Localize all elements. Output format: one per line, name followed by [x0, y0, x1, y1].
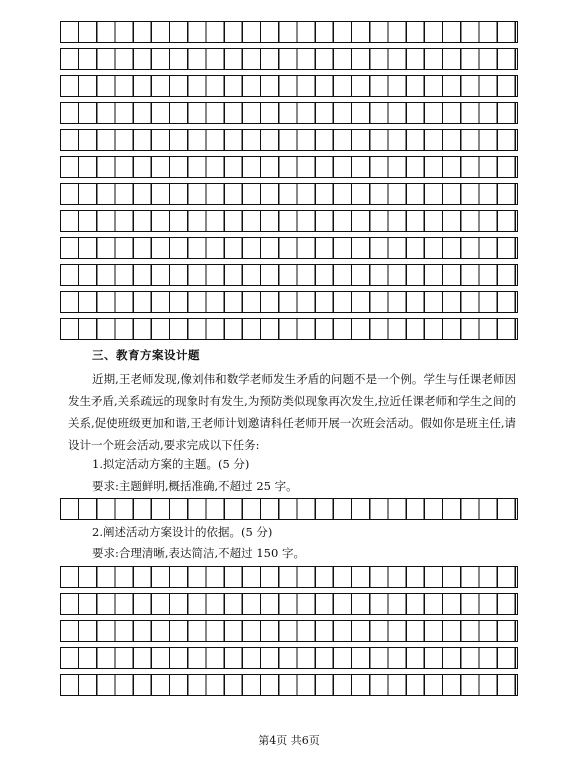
- task1-title: 1.拟定活动方案的主题。(5 分): [92, 457, 250, 471]
- task2-requirement: 要求:合理清晰,表达简洁,不超过 150 字。: [92, 546, 305, 560]
- grid-row[interactable]: [60, 318, 518, 340]
- grid-row[interactable]: [60, 21, 518, 43]
- grid-row[interactable]: [60, 102, 518, 124]
- question-intro: 近期,王老师发现,像刘伟和数学老师发生矛盾的问题不是一个例。学生与任课老师因发生矛盾,关系疏远的现象时有发生,为预防类似现象再次发生,拉近任课老师和学生之间的关系,促使班级更加和谐,王老师计划邀请科任老师开展一次班会活动。假如你是班主任,请设计一个班会活动,要求完成以下任务:: [68, 372, 516, 452]
- grid-row[interactable]: [60, 291, 518, 313]
- task1-requirement: 要求:主题鲜明,概括准确,不超过 25 字。: [92, 479, 298, 493]
- grid-row[interactable]: [60, 566, 518, 588]
- grid-row[interactable]: [60, 593, 518, 615]
- grid-row[interactable]: [60, 156, 518, 178]
- grid-row[interactable]: [60, 210, 518, 232]
- section-title: 三、教育方案设计题: [92, 348, 200, 362]
- grid-row[interactable]: [60, 237, 518, 259]
- grid-row[interactable]: [60, 48, 518, 70]
- task1-answer-grid[interactable]: [60, 498, 518, 520]
- grid-row[interactable]: [60, 264, 518, 286]
- task2-title: 2.阐述活动方案设计的依据。(5 分): [92, 525, 273, 539]
- grid-row[interactable]: [60, 129, 518, 151]
- grid-row[interactable]: [60, 75, 518, 97]
- grid-row[interactable]: [60, 620, 518, 642]
- page-number: 第4页 共6页: [258, 734, 320, 747]
- grid-row[interactable]: [60, 647, 518, 669]
- grid-row[interactable]: [60, 674, 518, 696]
- grid-row[interactable]: [60, 183, 518, 205]
